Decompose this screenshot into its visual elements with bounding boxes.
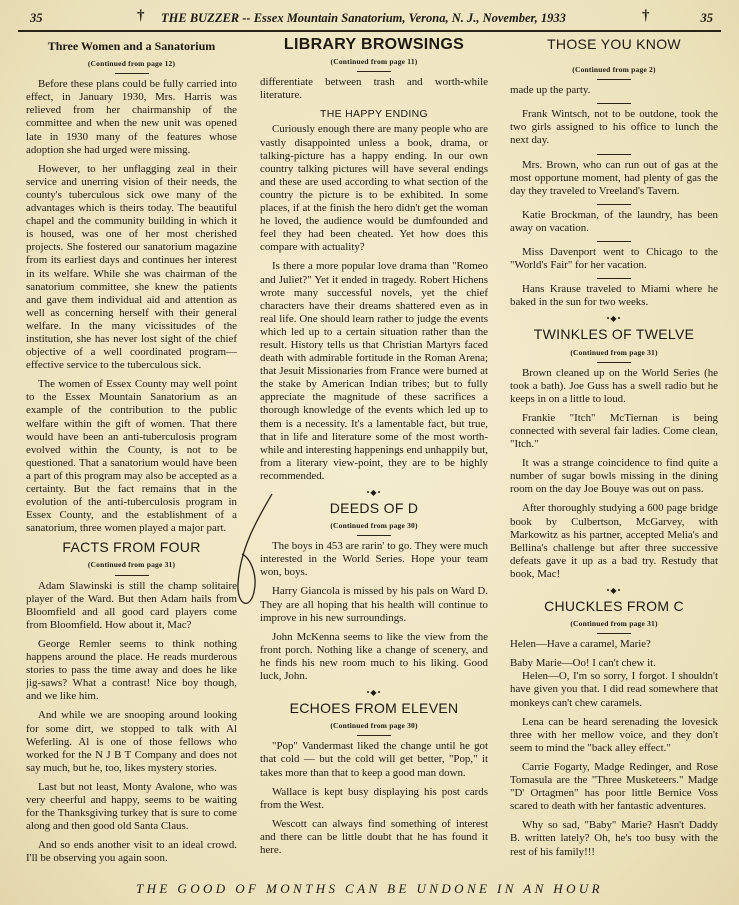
paragraph: Baby Marie—Oo! I can't chew it.	[510, 657, 656, 670]
cross-ornament-left: †	[137, 8, 145, 24]
paragraph: Is there a more popular love drama than "Romeo and Juliet?" Yet it ended in tragedy. Robert Hichens wrote many successful novels, yet the chief characters have their dreams shattered even as in real life. One should learn rather to judge the events which led up to a certain situation rather than the result. History tells us that Christian Martyrs faced death with admirable fortitude in the Roman Arena; that Jesuit Missionaries from France were burned at the stake by American Indian tribes; but to fully appreciate the magnitude of these sacrifices a thorough knowledge of the events which led up to them is a necessity. It's a lamentable fact, but true, that in life and literature some of the most worth-while and interesting happenings end unhappily but, from a literary view-point, they are to be highly recommended.	[260, 260, 488, 482]
paragraph: "Pop" Vandermast liked the change until he got that cold — but the cold will get better, "Pop," it takes more than that to keep a good man down.	[260, 740, 488, 779]
section-ornament: •◆•	[606, 586, 622, 595]
subheading-happy-ending: THE HAPPY ENDING	[320, 108, 428, 121]
pen-scribble-mark	[228, 488, 278, 618]
continued-note: (Continued from page 30)	[330, 721, 418, 731]
paragraph: Wescott can always find something of interest and there can be little doubt that he has found it here.	[260, 817, 488, 856]
paragraph: John McKenna seems to like the view from the front porch. Nothing like a change of scenery, and he finds his new room much to his liking. Good luck, John.	[260, 630, 488, 683]
paragraph: Frank Wintsch, not to be outdone, took the two girls assigned to his office to lunch the next day.	[510, 108, 718, 147]
divider	[115, 575, 149, 576]
paragraph: After thoroughly studying a 600 page bridge book by Culbertson, McGarvey, with Markowitz as his partner, accepted Melia's and Bellina's challenge but after three successive defeats gave it up as a bad try. Restudy that book, Mac!	[510, 502, 718, 580]
left-column	[26, 38, 237, 876]
divider	[115, 73, 149, 74]
paragraph: The boys in 453 are rarin' to go. They were much interested in the World Series. Hope your team won, boys.	[260, 540, 488, 579]
continued-note: (Continued from page 31)	[570, 347, 658, 357]
divider	[357, 735, 391, 736]
divider	[357, 535, 391, 536]
paragraph: Helen—Have a caramel, Marie?	[510, 638, 651, 651]
continued-note: (Continued from page 2)	[572, 65, 656, 75]
continued-note: (Continued from page 12)	[87, 59, 176, 69]
article-title-facts-from-four: FACTS FROM FOUR	[62, 539, 201, 556]
paragraph: And while we are snooping around looking for some dirt, we stopped to talk with Al Weferling. Al is one of those fellows who worked for the N J B T Company and does not say much, but he, too, likes mystery stories.	[26, 709, 237, 774]
right-column	[510, 38, 718, 876]
page-number-left: 35	[30, 11, 43, 25]
divider	[597, 241, 631, 242]
middle-column	[260, 38, 488, 876]
paragraph: Last but not least, Monty Avalone, who was very cheerful and happy, seems to be waiting for the Thanksgiving turkey that is sure to come along and then good old Santa Claus.	[26, 780, 237, 833]
divider	[597, 362, 631, 363]
divider	[597, 278, 631, 279]
paragraph: Helen—O, I'm so sorry, I forgot. I shouldn't have given you that. I did read somewhere that monkeys can't chew caramels.	[510, 670, 718, 709]
paragraph: Before these plans could be fully carried into effect, in January 1930, Mrs. Harris was relieved from her chairmanship of the committee and when the new unit was opened late in 1930 many of the features whose adoption she had urged were missing.	[26, 78, 237, 156]
paragraph: Lena can be heard serenading the lovesick three with her mellow voice, and they don't seem to mind the "back alley effect."	[510, 715, 718, 754]
article-title-those-you-know: THOSE YOU KNOW	[547, 38, 681, 52]
section-ornament: •◆•	[366, 688, 382, 698]
section-ornament: •◆•	[366, 488, 382, 497]
article-title-twinkles-of-twelve: TWINKLES OF TWELVE	[533, 326, 695, 343]
article-title-library-browsings: LIBRARY BROWSINGS	[283, 38, 465, 53]
article-title-deeds-of-d: DEEDS OF D	[329, 500, 419, 516]
paragraph: Curiously enough there are many people who are vastly disappointed unless a book, drama, or talking-picture has a happy ending. In our own country talking pictures will have several endings and these are used according to what section of the country the picture is to be exhibited. In some places, if at the finish the hero didn't get the woman he loved, the audience would be dumfounded and feel they had been cheated. Yet how does this compare with actuality?	[260, 123, 488, 254]
paragraph: Hans Krause traveled to Miami where he baked in the sun for two weeks.	[510, 283, 718, 309]
paragraph: Mrs. Brown, who can run out of gas at the most opportune moment, had plenty of gas the day they traveled to Vreeland's Tavern.	[510, 158, 718, 197]
paragraph: The women of Essex County may well point to the Essex Mountain Sanatorium as an example of the contribution to the public welfare within the gift of women. That there would have been an anti-tuberculosis program evolved within the County, is not to be questioned. That a sanatorium would have been a part of this program may also be accepted as a certainty. But the fact remains that in the evolution of the anti-tuberculosis program in Essex County, and the establishment of a sanatorium, three women played a major part.	[26, 378, 237, 535]
continued-note: (Continued from page 11)	[330, 57, 418, 67]
paragraph: Carrie Fogarty, Madge Redinger, and Rose Tomasula are the "Three Musketeers." Madge "D' Ortagmen" has poor little Bernice Voss scared to death with her fantastic adventures.	[510, 760, 718, 813]
continued-note: (Continued from page 31)	[87, 560, 176, 570]
page-header	[18, 6, 721, 32]
divider	[357, 71, 391, 72]
divider	[597, 103, 631, 104]
paragraph: Frankie "Itch" McTiernan is being connected with several fair ladies. Come clean, "Itch."	[510, 411, 718, 451]
paragraph: Adam Slawinski is still the champ solitaire player of the Ward. But then Adam hails from Bloomfield and all good card players come from Bloomfield. How about it, Mac?	[26, 579, 237, 631]
masthead-title: THE BUZZER -- Essex Mountain Sanatorium, Verona, N. J., November, 1933	[161, 11, 566, 25]
divider	[597, 79, 631, 80]
continued-note: (Continued from page 31)	[570, 619, 658, 629]
divider	[597, 633, 631, 634]
paragraph: Harry Giancola is missed by his pals on Ward D. They are all hoping that his health will continue to improve in his new surroundings.	[260, 585, 488, 624]
paragraph: Miss Davenport went to Chicago to the "World's Fair" for her vacation.	[510, 246, 718, 272]
section-ornament: •◆•	[606, 314, 622, 324]
paragraph: And so ends another visit to an ideal crowd. I'll be observing you again soon.	[26, 839, 237, 865]
paragraph: made up the party.	[510, 84, 591, 97]
paragraph: Katie Brockman, of the laundry, has been away on vacation.	[510, 208, 718, 234]
paragraph: Brown cleaned up on the World Series (he took a bath). Joe Guss has a swell radio but he keeps in on a little to loud.	[510, 366, 718, 405]
page-footer-motto: THE GOOD OF MONTHS CAN BE UNDONE IN AN HOUR	[136, 881, 603, 896]
paragraph: It was a strange coincidence to find quite a number of sugar bowls missing in the dining room on the day Joe Bouye was out on pass.	[510, 457, 718, 496]
article-title-chuckles-from-c: CHUCKLES FROM C	[544, 598, 684, 614]
article-title-three-women: Three Women and a Sanatorium	[47, 39, 216, 53]
continued-note: (Continued from page 30)	[330, 521, 418, 531]
page-number-right: 35	[700, 11, 713, 25]
paragraph: George Remler seems to think nothing happens around the place. He reads murderous stories to pass the time away and does he like jig-saws? What a contrast! Nice boy though, and we like him.	[26, 637, 237, 703]
paragraph: differentiate between trash and worth-while literature.	[260, 76, 488, 102]
paragraph: Why so sad, "Baby" Marie? Hasn't Daddy B. written lately? Oh, he's too busy with the rest of his family!!!	[510, 819, 718, 858]
paragraph: However, to her unflagging zeal in their service and unerring vision of their needs, the county's tuberculous sick owe many of the advantages which is theirs today. The beautiful chapel and the community building in which it is housed, was one of her most cherished projects. She fostered our sanatorium magazine from its earliest days and continues her interest in its welfare. While she was chairman of the sanatorium committee, she knew the patients and gave them individual aid and attention as well as concerning herself with their general welfare. In the many vicissitudes of the institution, she has never lost sight of the chief objective of a well coordinated program—effective service to the tuberculous sick.	[26, 162, 237, 372]
article-title-echoes-from-eleven: ECHOES FROM ELEVEN	[289, 700, 459, 717]
cross-ornament-right: †	[642, 8, 650, 24]
divider	[597, 204, 631, 205]
paragraph: Wallace is kept busy displaying his post cards from the West.	[260, 785, 488, 811]
divider	[597, 154, 631, 155]
